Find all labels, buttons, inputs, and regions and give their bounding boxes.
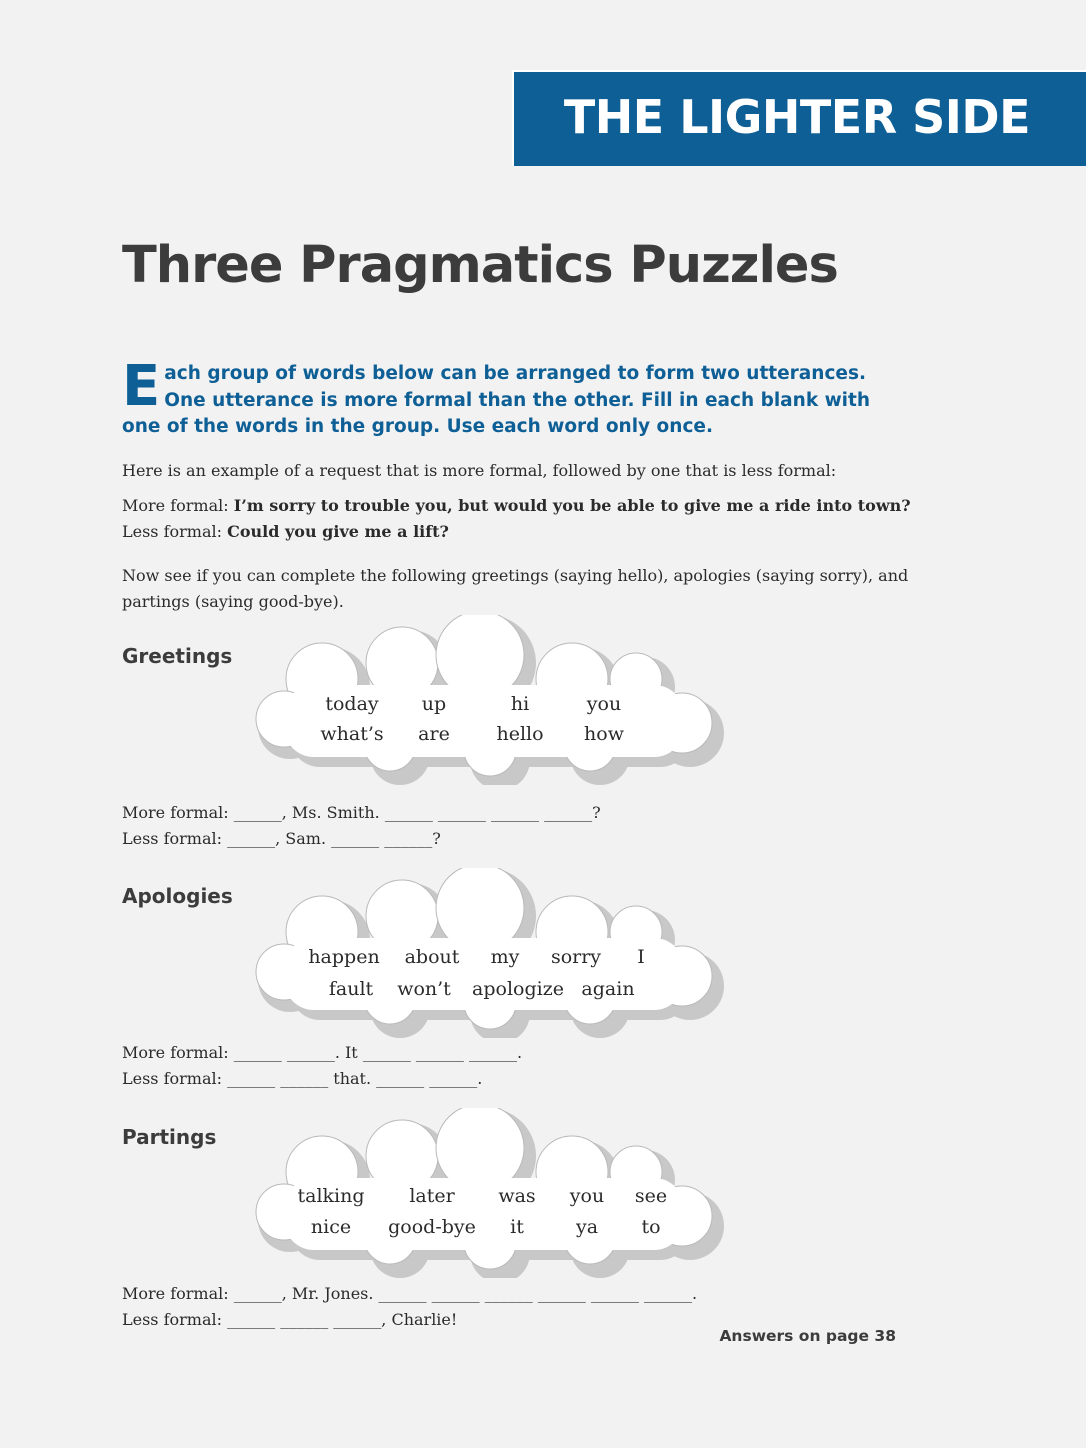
cloud-word: what’s: [320, 723, 384, 745]
cloud-word: how: [584, 723, 624, 745]
cloud-word: was: [498, 1185, 536, 1207]
cloud-word: my: [490, 946, 520, 968]
instructions: Now see if you can complete the following greetings (saying hello), apologies (saying sorry), and partings (saying good-bye).: [122, 566, 909, 611]
cloud-word: to: [641, 1216, 661, 1238]
page-title: Three Pragmatics Puzzles: [122, 236, 838, 295]
cloud-word: see: [634, 1185, 668, 1207]
apologies-heading: Apologies: [122, 884, 233, 908]
cloud-word: up: [421, 693, 447, 715]
cloud-word: hi: [510, 693, 530, 715]
cloud-word: talking: [297, 1185, 365, 1207]
cloud-word: nice: [310, 1216, 352, 1238]
example-more-label: More formal:: [122, 496, 229, 515]
cloud-word: later: [409, 1185, 455, 1207]
greetings-heading: Greetings: [122, 644, 233, 668]
example-block: [122, 493, 912, 545]
cloud-word: sorry: [550, 946, 602, 968]
greetings-word-cloud: [250, 615, 740, 785]
cloud-word: today: [325, 693, 379, 715]
section-banner: [512, 70, 1086, 166]
drop-cap: E: [122, 354, 161, 419]
cloud-word: it: [510, 1216, 524, 1238]
partings-less-formal: Less formal: ______ ______ ______, Charlie!: [122, 1310, 458, 1329]
apologies-more-formal: More formal: ______ ______. It ______ ______ ______.: [122, 1043, 523, 1062]
answers-reference: Answers on page 38: [719, 1327, 896, 1345]
cloud-word: I: [637, 946, 645, 968]
apologies-less-formal: Less formal: ______ ______ that. ______ ______.: [122, 1069, 483, 1088]
intro-paragraph: [122, 354, 907, 441]
cloud-shape: [250, 615, 740, 785]
cloud-word: hello: [496, 723, 544, 745]
cloud-word: happen: [308, 946, 380, 968]
example-less-text: Could you give me a lift?: [227, 522, 449, 541]
example-intro: Here is an example of a request that is more formal, followed by one that is less formal:: [122, 461, 837, 480]
apologies-word-cloud: [250, 868, 740, 1038]
cloud-word: you: [569, 1185, 605, 1207]
cloud-word: apologize: [472, 978, 564, 1000]
example-more-formal: [122, 493, 912, 519]
cloud-word: you: [586, 693, 622, 715]
cloud-word: good-bye: [388, 1216, 476, 1238]
cloud-word: ya: [575, 1216, 599, 1238]
cloud-word: won’t: [397, 978, 451, 1000]
partings-more-formal: More formal: ______, Mr. Jones. ______ ______ ______ ______ ______ ______.: [122, 1284, 698, 1303]
cloud-word: again: [581, 978, 635, 1000]
example-more-text: I’m sorry to trouble you, but would you be able to give me a ride into town?: [233, 496, 911, 515]
greetings-less-formal: Less formal: ______, Sam. ______ ______?: [122, 829, 441, 848]
example-less-label: Less formal:: [122, 522, 223, 541]
banner-title: THE LIGHTER SIDE: [563, 90, 1030, 144]
cloud-word: fault: [328, 978, 374, 1000]
partings-heading: Partings: [122, 1125, 217, 1149]
cloud-word: are: [418, 723, 450, 745]
intro-text: ach group of words below can be arranged to form two utterances. One utterance is more formal than the other. Fill in each blank with one of the words in the group. Use each word only once.: [122, 363, 871, 437]
greetings-more-formal: More formal: ______, Ms. Smith. ______ ______ ______ ______?: [122, 803, 601, 822]
cloud-word: about: [404, 946, 460, 968]
partings-word-cloud: [250, 1108, 740, 1278]
example-less-formal: [122, 519, 912, 545]
